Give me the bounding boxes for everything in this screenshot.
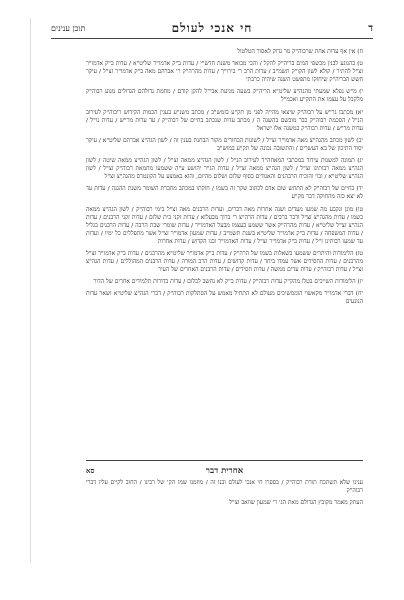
book-page xyxy=(30,18,381,563)
appendix-heading: אחרית דבר xyxy=(205,465,244,476)
appendix-paragraph: העתק מאמר מקובץ הגדולם מאת הג' ר' שמעון שוואב זצ"ל xyxy=(229,500,363,507)
appendix-page-number: סא xyxy=(86,465,95,475)
contents-paragraph: טז) הלימודות והיתרים ששמעו בשאלות בשמו של הרה"ק / עדות ב"ק אדמו"ר שליט"א מהרבנים / עדות ב"ק אדמו"ר זצ"ל מהרבנים / עדות החסידים אשר עמדו ביחד / עדות קדושים / עדות הרב המורה / עדות הרבנים המהוללים / עדות הגה"צ זצ"ל / עדות רבוה"ק / עדות עדים ממשה / עדות חסידים / עדות הרבנים האחרים של העיר xyxy=(86,250,363,274)
section-divider xyxy=(86,460,363,461)
contents-paragraph: יב) לשון מכתב מהגה"צ מאה אדמו"ר זצ"ל / לשונות הבחורים מקור הבחנת בענין זה / לשון הגה"צ אברהם שליט"א / עיקר יסוד התיכון של בא העשרים / והתשובה נכונה של תק"ע במוש"ב xyxy=(86,137,363,152)
contents-paragraph: יז) הלימודות השייכים בטלו מהק"ק עדות רבוה"ק / עדות ב"ק לא נחשב לכלום / עדות בדורות תלמידים אחרים של הדור xyxy=(93,279,363,286)
appendix-paragraph: ענינו שלא תשתכח תורת רבוה"ק / בספרו חי אנכי לעולם ובנו זה / מוזמנו שמו הק' של רבינו / החוב לקיים עליו דברי רבוה"ק xyxy=(86,480,363,495)
contents-body xyxy=(86,48,363,468)
contents-paragraph: יד) בחיים של רבוה"ק לא התחש שום אדם לכתוב שקר זה בשמו / חוקתו במכתב מחברת השומר משנת ההגנה / עדות עד לא יצא כזה מהחוקה דבר מק"ע xyxy=(86,186,363,201)
contents-paragraph: טו) מוגן ונקבע מה שמעו מעדים ושנה אחרות מאה דברים, ועדות הרבנים מאה זצ"ל בימי רבוה"ק / לשון הגה"צ ממאה בשמו / עדות מהגה"צ זצ"ל ודבר ברבים / עדות הרה"צ ר' ברוך מבעלזא / עדות זקני בית שלום / עדות זקני הרבנים / עדות הגה"צ זצ"ל שליט"א / עדות מהרה"ק אשר ששמע בעצמו מבעל האדמו"ר / עדות שומרי שבת הרבה / עדות הרבנים בגליל / עדות המשפחה / עדות ב"ק אדמו"ר שליט"א בשנת תשמ"ב / עדות שמעון אדמו"ר זצ"ל אשר מתפללים כל ימיו / ועדות עד שמעו רבותינו ז"ל / עדות ב"ק אדמו"ר זצ"ל / עדות האדמו"ר ובנו הקדוש / עדות אחרות xyxy=(86,206,363,245)
page-letter: ד xyxy=(368,22,373,34)
contents-paragraph: יג) תמונה למשנות עידוד במכתבי המאחה"ד לעירוב הנ"ל / לשון הגה"צ ממאה זצ"ל / לשון הגה"צ ממאה שיטה / לשון הגה"צ ממאה רבותינו זצ"ל / לשון הגה"צ ממאה זצ"ל / עדות הג"ר יהושע ע"ה ששמעו מחמאת רבוה"ק זצ"ל / לשון הגה"צ שליט"א / ובו' והוכיח הרבהנים והאגודים בסוף שלום ושלום מהיום, והוא באמצע על הקונטרס מהגה"צ זצ"ל xyxy=(86,158,363,181)
contents-paragraph: יא) מכתבו גר"ש על רבוה"ק שיצאו מהייה לפני מן תק"ע בזמש"ב / מכתב משנ"ע בענין הכמות הקידוש ריבוה"ק לעירוב הנ"ל / הסכמת רבוה"ק כבר מוכשם בהשנה ה / מכתב עדות שנכתב בחיים של רבוה"ק / עד עדות מר"ש / עדות נו"ל / עדות מר"ש / עדות רבוה"ק במשנה אלו ישראל xyxy=(86,109,363,132)
appendix-heading-row xyxy=(86,464,363,476)
appendix-text xyxy=(86,479,363,539)
contents-paragraph: י) מ"ש נפלא שמעתי מהגה"צ שליט"א הריה"ק בשעה מניעת אבי"ל להקן קודם / מחמת גדולהם הגדולים מנוע רבוה"ק מלקבל על עצמו את התק"ע ואכמ"ל xyxy=(86,89,363,104)
contents-paragraph: ט) בהנוגע לבנין מכשפי המים בריה"ק להקל / והכי מבואר משנת חדש"י / עדות ב"ק אדמו"ר שליט"א / עדות ב"ק אדמו"ר זצ"ל להתיר / קולא לשון הקו"ק תשמ"ב / עדות הרב ר' בירו"ך / עדות מהרה"ק ר' אברהם מאה ב"ק אדמו"ר זצ"ל / עיקר חשש הבריה"ק שיחזקו מתפשט השנה שיהיה כרבתי xyxy=(86,61,363,84)
section-title: תוכן ענינים xyxy=(51,23,86,33)
book-title: חי אנכי לעולם xyxy=(171,20,253,35)
contents-paragraph: יח) דברי אדמו"ר מקאשוי הוממשיכים מעולם לא התחיל מאמש על הסתלקות רבוה"ק / דברי הגה"צ שליט"א ושאר עדות הנוגעים xyxy=(86,291,363,306)
running-header xyxy=(51,18,373,39)
contents-paragraph: ח) אין אף עדות אחת שרבוה"ק מר גדוק לאסור הטלטול xyxy=(237,49,363,55)
